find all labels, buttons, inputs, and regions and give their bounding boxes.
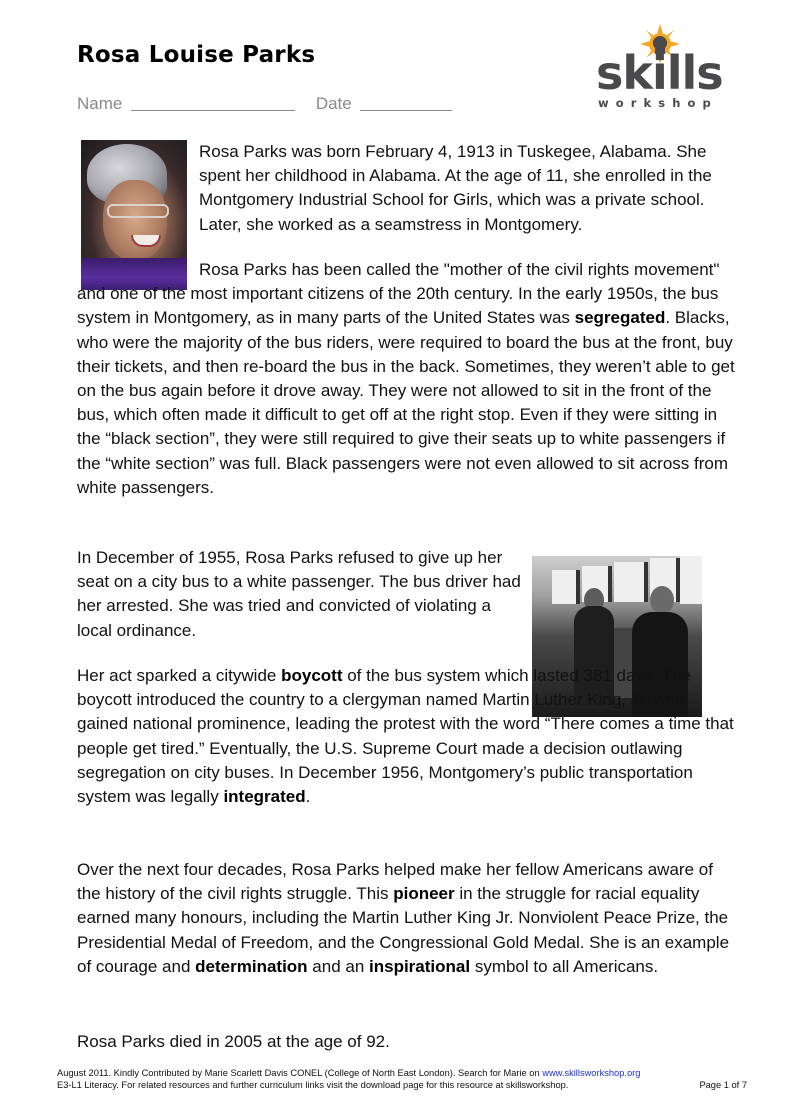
- paragraph-segregation: Rosa Parks has been called the "mother of the civil rights movement" and one of the most important citizens of the 20th century. In the early 1950s, the bus system in Montgomery, as in many parts of the United States was segregated. Blacks, who were the majority of the bus riders, were required to board the bus at the front, buy their tickets, and then re-board the bus in the back. Sometimes, they weren’t able to get on the bus again before it drove away. They were not allowed to sit in the front of the bus, which often made it difficult to get off at the right stop. Even if they were sitting in the “black section”, they were still required to give their seats up to white passengers if the “white section” was full. Black passengers were not even allowed to sit across from white passengers.: [77, 260, 735, 497]
- logo-word: skills: [596, 46, 723, 100]
- paragraph-legacy: Over the next four decades, Rosa Parks helped make her fellow Americans aware of the history of the civil rights struggle. This pioneer in the struggle for racial equality earned many honours, including the Martin Luther King Jr. Nonviolent Peace Prize, the Presidential Medal of Freedom, and the Congressional Gold Medal. She is an example of courage and determination and an inspirational symbol to all Americans.: [77, 860, 730, 976]
- paragraph-boycott: Her act sparked a citywide boycott of the bus system which lasted 381 days. The boycott introduced the country to a clergyman named Martin Luther King, Jr. who gained national prominence, leading the protest with the word “There comes a time that people get tired.” Eventually, the U.S. Supreme Court made a decision outlawing segregation on city buses. In December 1956, Montgomery’s public transportation system was legally integrated.: [77, 666, 734, 807]
- name-field[interactable]: [131, 94, 295, 111]
- paragraph-death: Rosa Parks died in 2005 at the age of 92.: [77, 1032, 390, 1051]
- keyword-inspirational: inspirational: [369, 956, 471, 976]
- page-title: Rosa Louise Parks: [77, 42, 316, 68]
- keyword-segregated: segregated: [574, 308, 666, 328]
- paragraph-arrest: In December of 1955, Rosa Parks refused to give up her seat on a city bus to a white passenger. The bus driver had her arrested. She was tried and convicted of violating a local ordinance.: [77, 548, 521, 640]
- keyword-integrated: integrated: [223, 787, 306, 807]
- keyword-boycott: boycott: [281, 666, 343, 685]
- keyword-pioneer: pioneer: [393, 884, 455, 904]
- keyword-determination: determination: [195, 956, 308, 976]
- date-label: Date: [315, 94, 352, 113]
- skillsworkshop-link[interactable]: www.skillsworkshop.org: [542, 1068, 641, 1078]
- name-label: Name: [77, 94, 123, 113]
- page-number: Page 1 of 7: [699, 1079, 747, 1090]
- date-field[interactable]: [360, 94, 452, 111]
- footer-credit: August 2011. Kindly Contributed by Marie Scarlett Davis CONEL (College of North East London). Search for Marie on www.skillsworkshop.org: [57, 1068, 641, 1078]
- footer-info: E3-L1 Literacy. For related resources and further curriculum links visit the download page for this resource at skillsworkshop.: [57, 1079, 569, 1090]
- logo-subword: workshop: [598, 96, 718, 110]
- name-date-line: [77, 94, 452, 114]
- page-footer: [57, 1068, 747, 1091]
- skills-workshop-logo: [588, 24, 733, 114]
- paragraph-birth: Rosa Parks was born February 4, 1913 in Tuskegee, Alabama. She spent her childhood in Alabama. At the age of 11, she enrolled in the Montgomery Industrial School for Girls, which was a private school. Later, she worked as a seamstress in Montgomery.: [199, 142, 712, 234]
